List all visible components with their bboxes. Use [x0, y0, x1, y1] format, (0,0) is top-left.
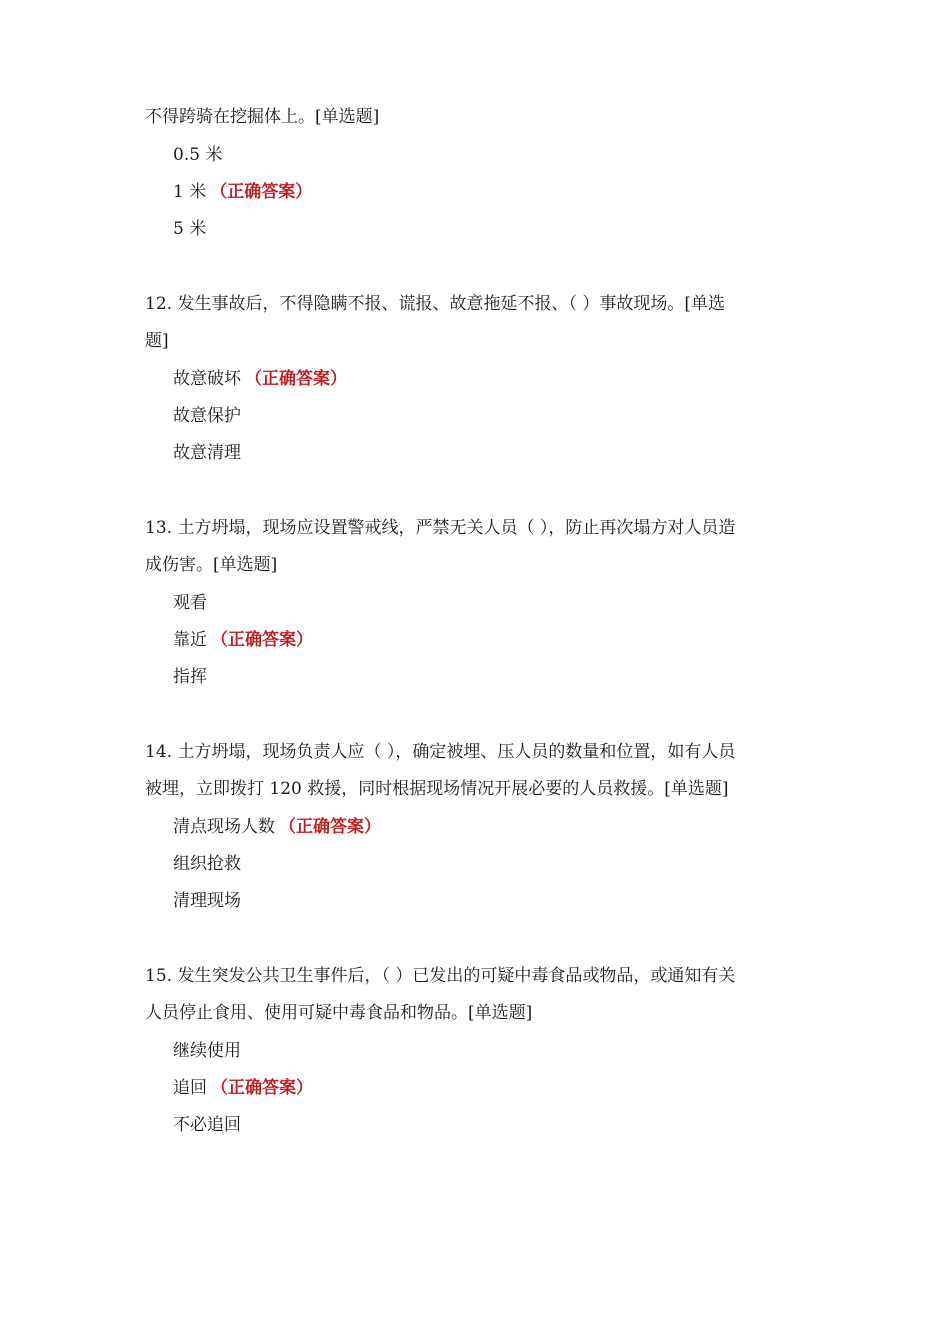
option-label: 0.5 米: [173, 145, 223, 165]
option-label: 清点现场人数: [173, 817, 275, 837]
option-label: 追回: [173, 1078, 207, 1098]
option-label: 指挥: [173, 667, 207, 687]
question-text-line: 15. 发生突发公共卫生事件后，（ ）已发出的可疑中毒食品或物品，或通知有关: [145, 966, 736, 986]
option-label: 观看: [173, 593, 207, 613]
correct-answer-mark: （正确答案）: [245, 369, 347, 389]
question-text-line: 题]: [145, 331, 169, 351]
correct-answer-mark: （正确答案）: [210, 182, 313, 202]
question-text-line: 人员停止食用、使用可疑中毒食品和物品。[单选题]: [145, 1003, 533, 1023]
option-item: [173, 181, 312, 203]
question-text-line: 成伤害。[单选题]: [145, 555, 278, 575]
option-item: [173, 629, 313, 651]
option-item: [173, 442, 241, 464]
option-item: [173, 592, 207, 614]
option-label: 故意清理: [173, 443, 241, 463]
option-item: [173, 368, 347, 390]
correct-answer-mark: （正确答案）: [211, 630, 313, 650]
option-item: [173, 1114, 241, 1136]
option-label: 组织抢救: [173, 854, 241, 874]
question-text-line: 13. 土方坍塌，现场应设置警戒线，严禁无关人员（ ），防止再次塌方对人员造: [145, 518, 736, 538]
option-item: [173, 816, 381, 838]
option-label: 故意破坏: [173, 369, 241, 389]
question-text-line: 14. 土方坍塌，现场负责人应（ ），确定被埋、压人员的数量和位置，如有人员: [145, 742, 736, 762]
question-text-line: 被埋，立即拨打 120 救援，同时根据现场情况开展必要的人员救援。[单选题]: [145, 779, 729, 799]
option-label: 故意保护: [173, 406, 241, 426]
option-item: [173, 853, 241, 875]
option-label: 5 米: [173, 219, 207, 239]
option-item: [173, 1040, 241, 1062]
option-label: 1 米: [173, 182, 207, 202]
question-text-line: 12. 发生事故后，不得隐瞒不报、谎报、故意拖延不报、（ ）事故现场。[单选: [145, 294, 725, 314]
correct-answer-mark: （正确答案）: [211, 1078, 313, 1098]
option-item: [173, 1077, 313, 1099]
option-item: [173, 144, 222, 166]
option-item: [173, 666, 207, 688]
option-item: [173, 890, 241, 912]
option-label: 靠近: [173, 630, 207, 650]
option-item: [173, 218, 206, 240]
question-text-line: 不得跨骑在挖掘体上。[单选题]: [145, 107, 380, 127]
option-item: [173, 405, 241, 427]
option-label: 不必追回: [173, 1115, 241, 1135]
correct-answer-mark: （正确答案）: [279, 817, 381, 837]
option-label: 清理现场: [173, 891, 241, 911]
option-label: 继续使用: [173, 1041, 241, 1061]
